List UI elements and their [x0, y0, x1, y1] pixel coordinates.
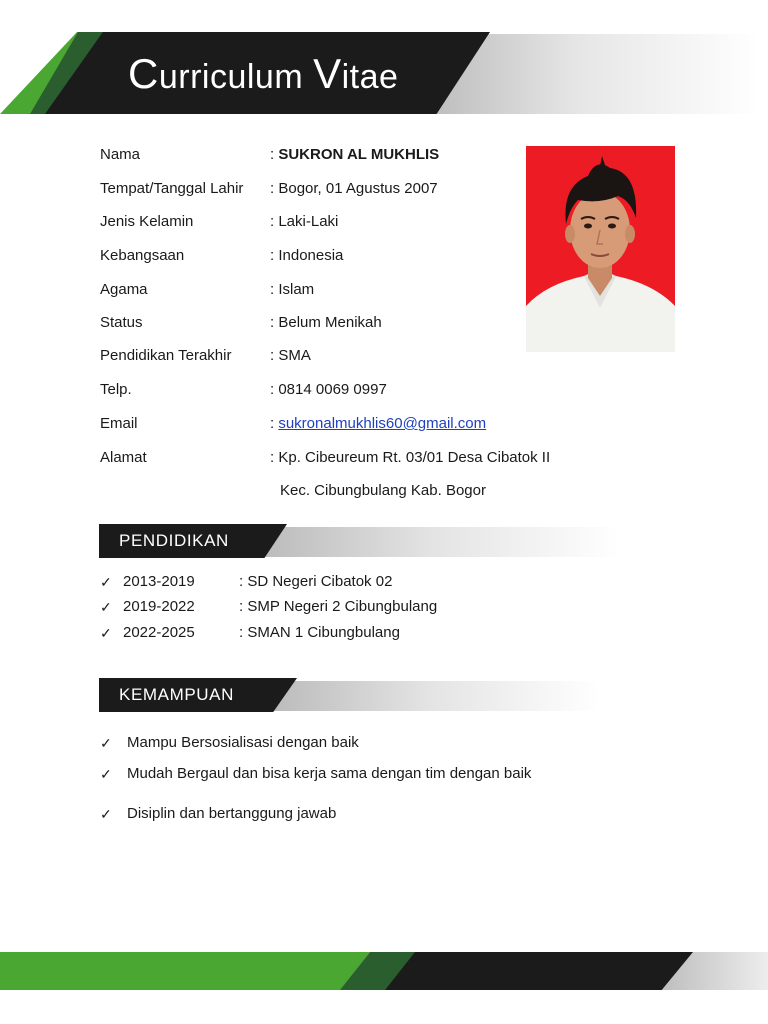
value-education-level: : SMA — [270, 347, 311, 364]
education-header-gray — [250, 527, 620, 557]
label-address: Alamat — [100, 449, 147, 466]
skills-title: KEMAMPUAN — [119, 685, 234, 704]
education-school: : SD Negeri Cibatok 02 — [239, 573, 393, 590]
skills-header-gray — [260, 681, 600, 711]
education-school: : SMP Negeri 2 Cibungbulang — [239, 598, 438, 615]
check-icon: ✓ — [100, 574, 112, 590]
education-title: PENDIDIKAN — [119, 531, 229, 550]
education-years: 2013-2019 — [123, 573, 195, 590]
label-phone: Telp. — [100, 381, 132, 398]
label-email: Email — [100, 415, 138, 432]
page-title: Curriculum Vitae — [128, 50, 399, 97]
label-religion: Agama — [100, 281, 148, 298]
profile-photo — [526, 146, 675, 352]
education-years: 2019-2022 — [123, 598, 195, 615]
skill-item: Mampu Bersosialisasi dengan baik — [127, 734, 359, 751]
value-gender: : Laki-Laki — [270, 213, 339, 230]
check-icon: ✓ — [100, 625, 112, 641]
check-icon: ✓ — [100, 599, 112, 615]
footer-green-band — [0, 952, 370, 990]
value-address: : Kp. Cibeureum Rt. 03/01 Desa Cibatok II — [270, 449, 551, 466]
check-icon: ✓ — [100, 806, 112, 822]
label-nationality: Kebangsaan — [100, 247, 185, 264]
value-religion: : Islam — [270, 281, 315, 298]
value-phone: : 0814 0069 0997 — [270, 381, 387, 398]
education-school: : SMAN 1 Cibungbulang — [239, 624, 400, 641]
email-link[interactable]: sukronalmukhlis60@gmail.com — [278, 415, 487, 432]
label-education-level: Pendidikan Terakhir — [100, 347, 232, 364]
value-nationality: : Indonesia — [270, 247, 344, 264]
skill-item: Disiplin dan bertanggung jawab — [127, 805, 337, 822]
person-portrait-icon — [526, 146, 675, 352]
education-years: 2022-2025 — [123, 624, 195, 641]
check-icon: ✓ — [100, 766, 112, 782]
footer-black-band — [380, 952, 693, 990]
value-status: : Belum Menikah — [270, 314, 382, 331]
check-icon: ✓ — [100, 735, 112, 751]
skill-item: Mudah Bergaul dan bisa kerja sama dengan tim dengan baik — [127, 765, 532, 782]
label-gender: Jenis Kelamin — [100, 213, 194, 230]
label-birth: Tempat/Tanggal Lahir — [100, 180, 244, 197]
value-email: : sukronalmukhlis60@gmail.com — [270, 415, 487, 432]
label-name: Nama — [100, 146, 141, 163]
label-status: Status — [100, 314, 143, 331]
value-address-line2: Kec. Cibungbulang Kab. Bogor — [280, 482, 486, 499]
value-name: : SUKRON AL MUKHLIS — [270, 146, 440, 163]
value-birth: : Bogor, 01 Agustus 2007 — [270, 180, 438, 197]
